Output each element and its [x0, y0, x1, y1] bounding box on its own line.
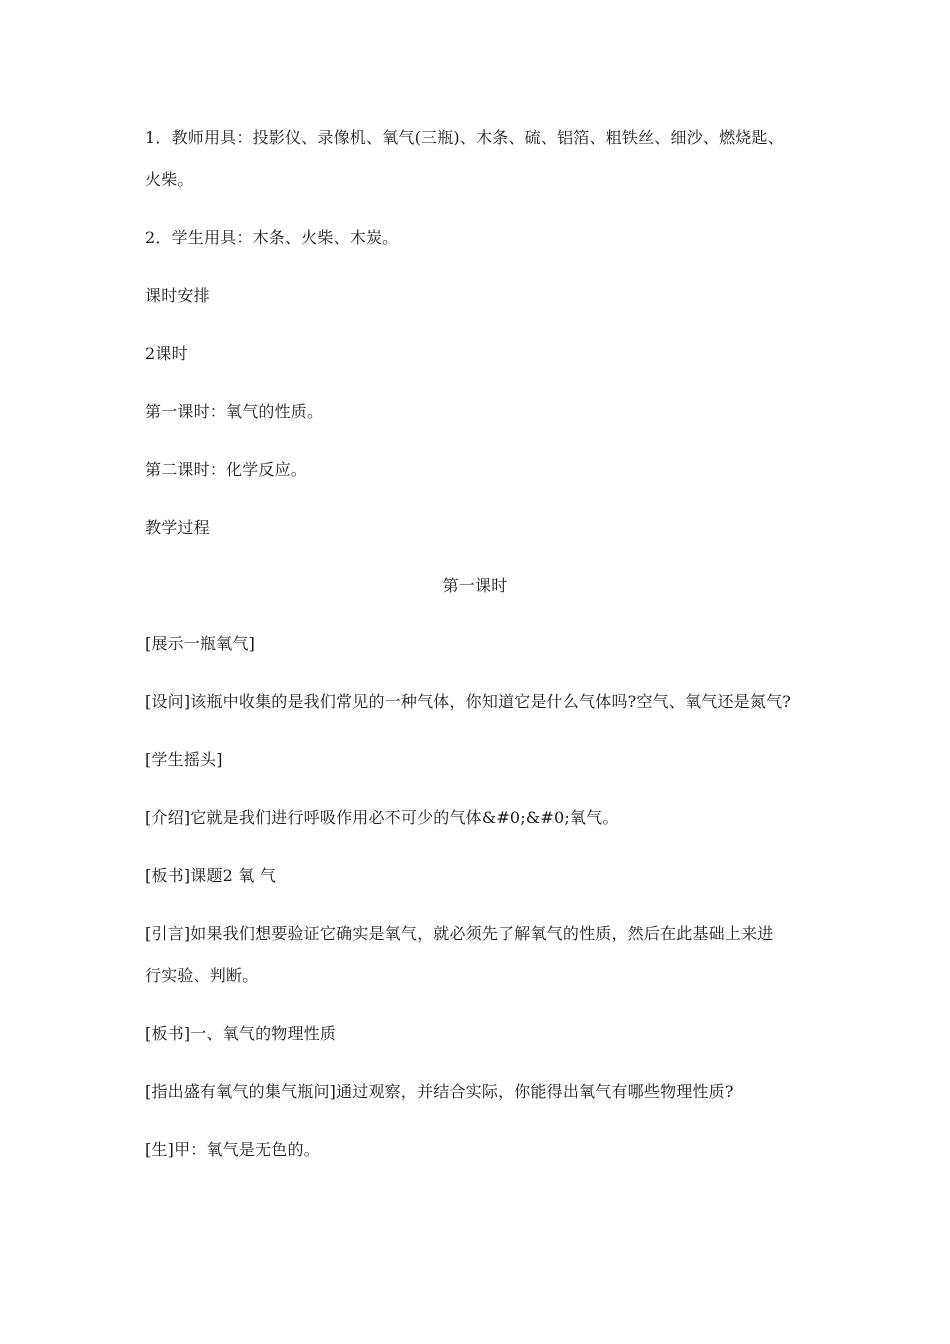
question-step: [设问]该瓶中收集的是我们常见的一种气体，你知道它是什么气体吗?空气、氧气还是氮气? [145, 692, 792, 711]
student-materials-line: 2．学生用具：木条、火柴、木炭。 [145, 228, 399, 247]
board-title-step: [板书]课题2 氧 气 [145, 866, 277, 885]
board-physical-properties: [板书]一、氧气的物理性质 [145, 1024, 337, 1043]
student-response-step: [学生摇头] [145, 750, 223, 769]
lesson-two-topic: 第二课时：化学反应。 [145, 460, 308, 479]
lead-in-continuation: 行实验、判断。 [145, 966, 259, 985]
observation-question: [指出盛有氧气的集气瓶问]通过观察，并结合实际，你能得出氧气有哪些物理性质? [145, 1082, 734, 1101]
lead-in-step: [引言]如果我们想要验证它确实是氧气，就必须先了解氧气的性质，然后在此基础上来进 [145, 924, 774, 943]
teacher-materials-line: 1．教师用具：投影仪、录像机、氧气(三瓶)、木条、硫、铝箔、粗铁丝、细沙、燃烧匙、 [145, 128, 784, 147]
schedule-heading: 课时安排 [145, 286, 210, 305]
lesson-one-topic: 第一课时：氧气的性质。 [145, 402, 324, 421]
lesson-title: 第一课时 [442, 576, 508, 595]
schedule-total: 2课时 [145, 344, 188, 363]
student-answer: [生]甲：氧气是无色的。 [145, 1140, 320, 1159]
process-heading: 教学过程 [145, 518, 210, 537]
introduction-step: [介绍]它就是我们进行呼吸作用必不可少的气体&#0;&#0;氧气。 [145, 808, 619, 827]
teacher-materials-continuation: 火柴。 [145, 170, 194, 189]
show-oxygen-step: [展示一瓶氧气] [145, 634, 256, 653]
